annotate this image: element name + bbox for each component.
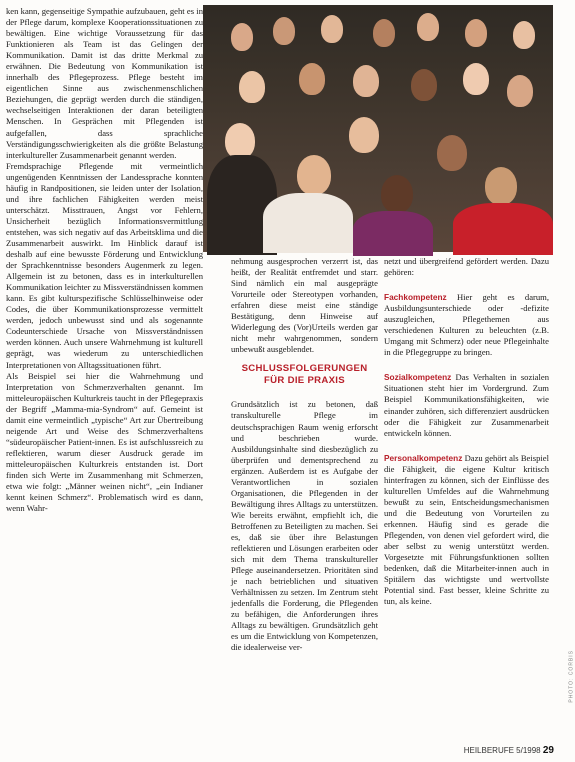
publication-name: HEILBERUFE 5/1998	[463, 746, 541, 755]
section-heading	[231, 363, 378, 387]
paragraph: ken kann, gegenseitige Sympathie aufzubauen, geht es in der Pflege darum, komplexe Kooperationssituationen zu bewältigen. Eine wichtige Voraussetzung für das Funktionieren als Team ist das Gelingen der Kommunikation. Damit ist das dritte Merkmal zu erwähnen. Die Bedeutung von Kommunikation ist innerhalb des Pflegeprozess. Pflege besteht im eigentlichen Sinne aus zwischenmenschlichen Beziehungen, die geprägt werden durch die ständigen, wechselseitigen Interaktionen der daran beteiligten Menschen. In Gesprächen mit Pflegenden ist aufgefallen, dass sprachliche Verständigungsschwierigkeiten als die größte Belastung interkultureller Zusammenarbeit genannt werden.	[6, 6, 203, 160]
item-text: Hier geht es darum, Ausbildungsunterschiede oder -defizite auszugleichen, Pflegethemen aus verschiedenen Kulturen zu beleuchten (z.B. Umgang mit Schmerz) oder neue Pflegeinhalte in die Pflegegruppe zu bringen.	[384, 292, 549, 358]
competence-item	[384, 292, 549, 358]
paragraph: Als Beispiel sei hier die Wahrnehmung und Interpretation von Schmerzverhalten genannt. Im mitteleuropäischen Kulturkreis taucht in der Pflegepraxis der Begriff „Mamma-mia-Syndrom“ auf. Gemeint ist damit eine vermeintlich „typische“ Art zur Übertreibung neigende Art und Weise des Schmerzverhaltens “südeuropäischer Patient-innen. Es ist aufschlussreich zu reflektieren, warum dieser Ausdruck gerade im mitteleuropäischen Kulturkreis entstanden ist. Dort finden sich Werte im Zusammenhang mit Schmerzen, etwa wie folgt: „Männer weinen nicht“, „ein Indianer kennt keinen Schmerz“. Problematisch wird es dann, wenn Wahr-	[6, 370, 203, 514]
paragraph: Grundsätzlich ist zu betonen, daß transkulturelle Pflege im deutschsprachigen Raum wenig erforscht und beschrieben wurde. Ausbildungsinhalte sind diesbezüglich zu überprüfen und dementsprechend zu ergänzen. Außerdem ist es Aufgabe der Verantwortlichen in sozialen Organisationen, die Pflegenden in der Bewältigung ihres Alltags zu unterstützen. Wie bereits erwähnt, empfiehlt ich, die Betroffenen zu Beteiligten zu machen. Sei es, daß sie über ihre Belastungen reflektieren und Lösungen erarbeiten oder sich mit dem Thema transkultureller Pflege auseinandersetzen. Prioritäten sind je nach betrieblichen und situativen Verhältnissen zu setzen. Im Zentrum steht jedenfalls die Forderung, die Pflegenden zu befähigen, die Anforderungen ihres Alltags zu bewältigen. Grundsätzlich geht es um die Entwicklung von Kompetenzen, die idealerweise ver-	[231, 399, 378, 653]
text-column-1	[6, 6, 203, 758]
group-photo	[203, 5, 553, 252]
heading-line: SCHLUSSFOLGERUNGEN	[241, 363, 368, 375]
paragraph: nehmung ausgesprochen verzerrt ist, das heißt, der Realität entfremdet und starr. Sind nämlich ein mal ausgeprägte Vorurteile oder Stereotypen vorhanden, erfahren diese meist eine ständige Bestätigung, denn Hinweise auf Widerlegung des (Vor)Urteils werden gar nicht mehr wahrgenommen, sondern unbewußt ausgeblendet.	[231, 256, 378, 355]
page-number: 29	[542, 745, 554, 756]
heading-line: FÜR DIE PRAXIS	[264, 375, 345, 387]
page-footer	[464, 745, 554, 756]
competence-item	[384, 372, 549, 438]
competence-item	[384, 453, 549, 608]
keyword: Personalkompetenz	[384, 452, 463, 463]
keyword: Fachkompetenz	[384, 292, 447, 303]
photo-credit: PHOTO: CORBIS	[569, 650, 575, 703]
text-column-2	[231, 256, 378, 756]
text-column-3	[384, 256, 549, 756]
item-text: Das Verhalten in sozialen Situationen steht hier im Vordergrund. Zum Beispiel Kommunikationsfähigkeiten, wie einander zuhören, sich differenziert ausdrücken oder die Fähigkeit zur Zusammenarbeit entwickeln können.	[384, 372, 549, 438]
paragraph: netzt und übergreifend gefördert werden. Dazu gehören:	[384, 256, 549, 278]
keyword: Sozialkompetenz	[384, 372, 452, 383]
paragraph: Fremdsprachige Pflegende mit vermeintlich ungenügenden Kenntnissen der Landessprache konnten häufig in Randpositionen, sie leiden unter der Isolation, und ihre fachlichen Fähigkeiten werden meist unterschätzt. Missttrauen, Angst vor Fehlern, Unsicherheit bezüglich Informationsvermittlung entstehen, was sich negativ auf das Arbeitsklima und die Zusammenarbeit auswirkt. Im Hinblick darauf ist deshalb auf eine bewusste Förderung und Entwicklung der Sprachkenntnisse besonders Augenmerk zu legen. Allgemein ist zu betonen, dass es in interkulturellen Kommunikation leichter zu Missverständnissen kommen kann. Es gibt kulturspezifische Schlüsselhinweise oder Codes, die über Kommunikationsprozesse vermittelt werden, jedoch unbewusst sind und als sogenannte Codeunterschiede Ursache von Missverständnissen werden können. Auch unsere Wahrnehmung ist kulturell geprägt, was wiederum zu unterschiedlichen Interpretationen von Alltagssituationen führt.	[6, 160, 203, 370]
item-text: Dazu gehört als Beispiel die Fähigkeit, die eigene Kultur kritisch hinterfragen zu können, sich der Einflüsse des kulturellen Umfeldes auf die Wahrnehmung bewußt zu sein, Entscheidungsmechanismen und die Bedeutung von Vorurteilen zu erkennen. Häufig sind es gerade die Pflegenden, von denen viel gefordert wird, die aber selbst zu wenig unterstützt werden. Vorgesetzte mit Führungsfunktionen sollten bedenken, daß die Mitarbeiter-innen auch in Spitälern das wichtigste und wertvollste Potential sind. Fast besser, kleine Schritte zu tun, als keine.	[384, 452, 549, 607]
